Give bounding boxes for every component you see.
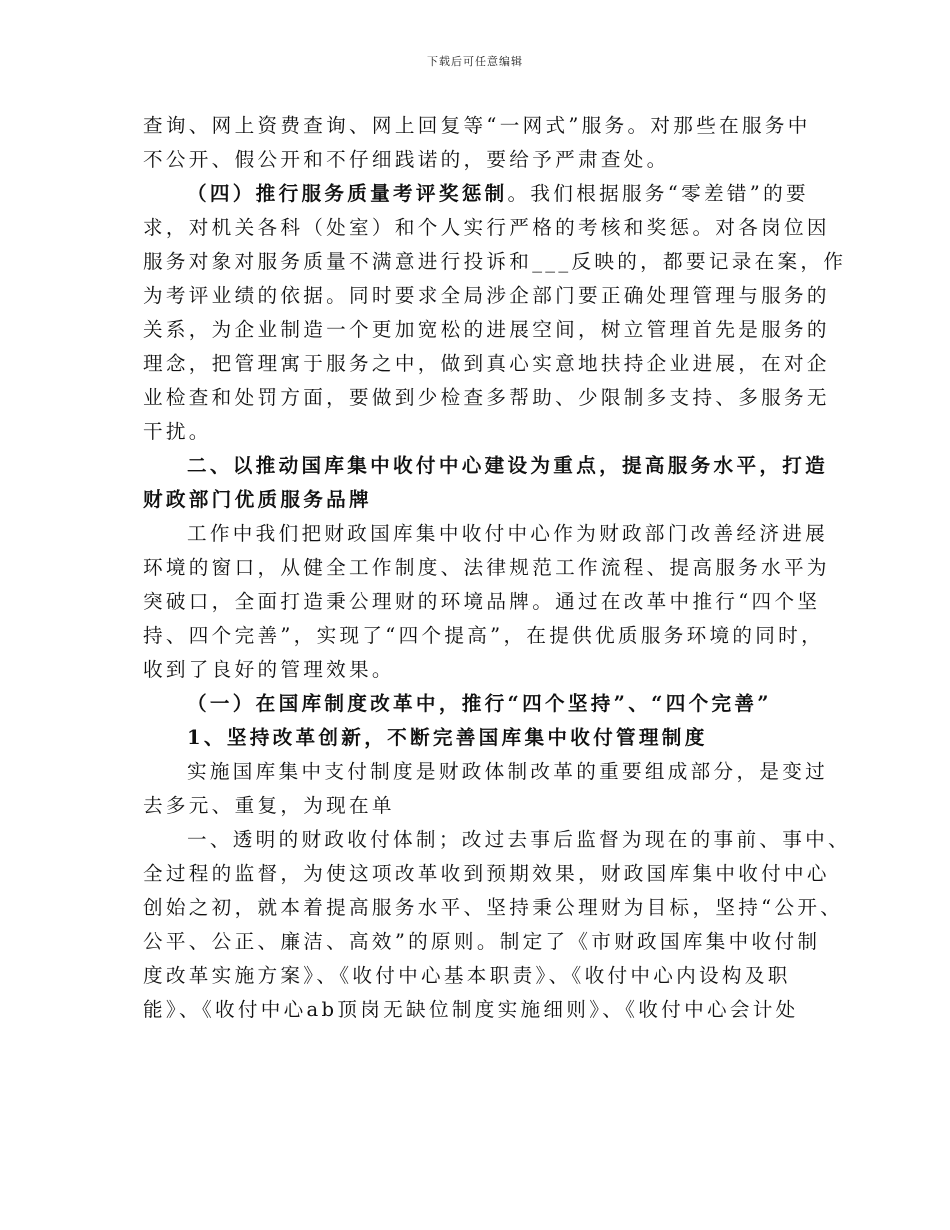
paragraph-treasury-center	[143, 517, 830, 687]
text-line: 干扰。	[143, 420, 212, 443]
text-line: 工作中我们把财政国库集中收付中心作为财政部门改善经济进展	[187, 522, 829, 545]
text-line: 持、四个完善”，实现了“四个提高”，在提供优质服务环境的同时，	[143, 624, 824, 647]
text-line: 服务对象对服务质量不满意进行投诉和___反映的，都要记录在案，作	[143, 250, 847, 273]
subsection-heading-one	[143, 687, 815, 721]
heading-line: 财政部门优质服务品牌	[143, 488, 372, 511]
text-line: 环境的窗口，从健全工作制度、法律规范工作流程、提高服务水平为	[143, 556, 830, 579]
paragraph-transparent-system	[143, 823, 851, 1027]
text-line: 一、透明的财政收付体制；改过去事后监督为现在的事前、事中、	[187, 828, 851, 851]
text-line: 不公开、假公开和不仔细践诺的，要给予严肃查处。	[143, 148, 670, 171]
document-body	[143, 109, 851, 1027]
text-line: 关系，为企业制造一个更加宽松的进展空间，树立管理首先是服务的	[143, 318, 830, 341]
paragraph-online-service	[143, 109, 815, 177]
text-line: 业检查和处罚方面，要做到少检查多帮助、少限制多支持、多服务无	[143, 386, 830, 409]
heading-line: 1、坚持改革创新，不断完善国库集中收付管理制度	[187, 726, 708, 749]
text-line: 创始之初，就本着提高服务水平、坚持秉公理财为目标，坚持“公开、	[143, 896, 844, 919]
text-line: 突破口，全面打造秉公理财的环境品牌。通过在改革中推行“四个坚	[143, 590, 821, 613]
text-line: 收到了良好的管理效果。	[143, 658, 395, 681]
text-line: 求，对机关各科（处室）和个人实行严格的考核和奖惩。对各岗位因	[143, 216, 830, 239]
section-lead-four: （四）推行服务质量考评奖惩制	[187, 182, 508, 205]
heading-line: （一）在国库制度改革中，推行“四个坚持”、“四个完善”	[187, 692, 772, 715]
subsection-heading-reform	[143, 721, 815, 755]
text-line: 能》、《收付中心ab顶岗无缺位制度实施细则》、《收付中心会计处	[143, 998, 799, 1021]
page-header: 下载后可任意编辑	[427, 55, 523, 68]
heading-line: 二、以推动国库集中收付中心建设为重点，提高服务水平，打造	[187, 454, 829, 477]
text-line	[143, 177, 815, 211]
text-line: 公平、公正、廉洁、高效”的原则。制定了《市财政国库集中收付制	[143, 930, 821, 953]
text-line: 全过程的监督，为使这项改革收到预期效果，财政国库集中收付中心	[143, 862, 830, 885]
paragraph-quality-evaluation	[143, 177, 847, 449]
text-line: 度改革实施方案》、《收付中心基本职责》、《收付中心内设构及职	[143, 964, 791, 987]
text-line: 为考评业绩的依据。同时要求全局涉企部门要正确处理管理与服务的	[143, 284, 830, 307]
text-line: 去多元、重复，为现在单	[143, 794, 395, 817]
text-line: 查询、网上资费查询、网上回复等“一网式”服务。对那些在服务中	[143, 114, 811, 137]
text-line: 理念，把管理寓于服务之中，做到真心实意地扶持企业进展，在对企	[143, 352, 830, 375]
text-run: 。我们根据服务“零差错”的要	[507, 182, 809, 205]
paragraph-payment-system	[143, 755, 829, 823]
text-line: 实施国库集中支付制度是财政体制改革的重要组成部分，是变过	[187, 760, 829, 783]
section-heading-two	[143, 449, 829, 517]
